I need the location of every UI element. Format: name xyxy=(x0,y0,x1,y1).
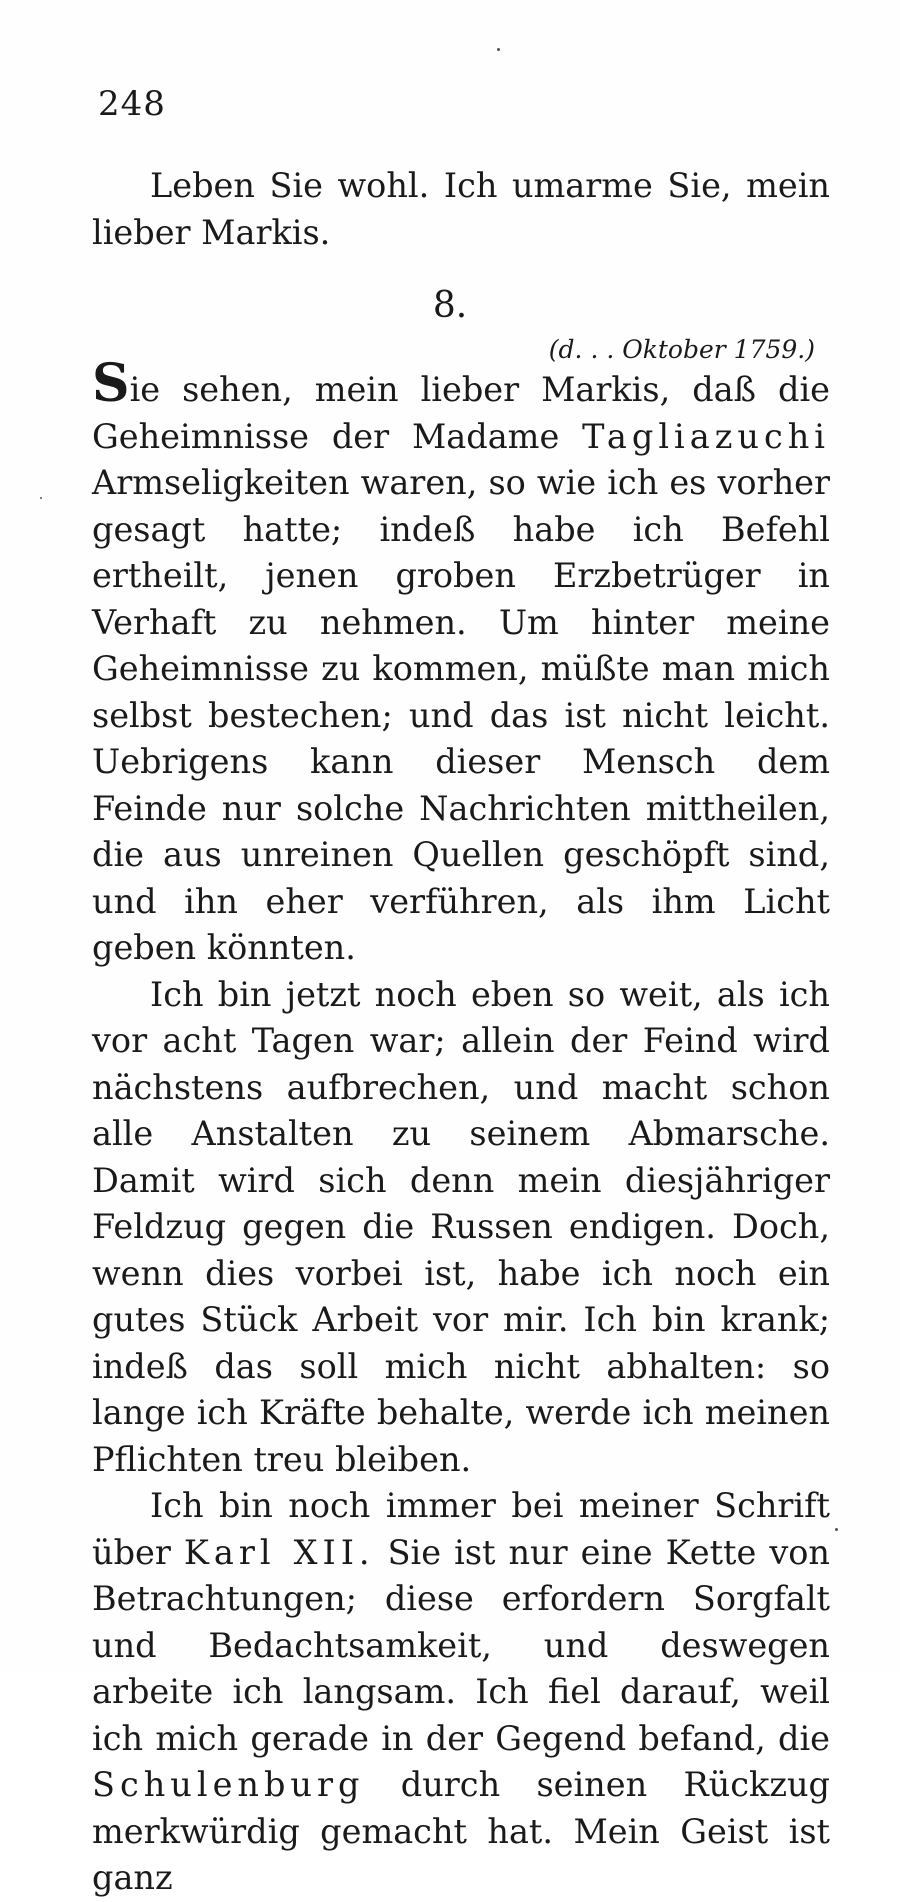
closing-text: Leben Sie wohl. Ich umarme Sie, mein lieber Markis. xyxy=(92,166,830,252)
drop-cap: S xyxy=(92,353,130,414)
paper-speck xyxy=(497,48,500,51)
paragraph-3 xyxy=(92,1483,830,1902)
paragraph-3-text-b: Sie ist nur eine Kette von Betrachtungen; diese erfordern Sorgfalt und Bedachtsamkeit, und deswegen arbeite ich langsam. Ich fiel darauf, weil ich mich gerade in der Gegend befand, die xyxy=(92,1532,830,1758)
paragraph-1-text-b: Armseligkeiten waren, so wie ich es vorher gesagt hatte; indeß habe ich Befehl ertheilt, jenen groben Erzbetrüger in Verhaft zu nehmen. Um hinter meine Geheimnisse zu kommen, müßte man mich selbst bestechen; und das ist nicht leicht. Uebrigens kann dieser Mensch dem Feinde nur solche Nachrichten mittheilen, die aus unreinen Quellen geschöpft sind, und ihn eher verführen, als ihm Licht geben könnten. xyxy=(92,463,830,967)
paragraph-3-name: Karl XII. xyxy=(183,1532,375,1572)
closing-paragraph xyxy=(92,163,830,256)
letter-body xyxy=(92,353,830,1902)
page-number: 248 xyxy=(98,84,166,124)
paragraph-2: Ich bin jetzt noch eben so weit, als ich vor acht Tagen war; allein der Feind wird nächstens aufbrechen, und macht schon alle Anstalten zu seinem Abmarsche. Damit wird sich denn mein diesjähriger Feldzug gegen die Russen endigen. Doch, wenn dies vorbei ist, habe ich noch ein gutes Stück Arbeit vor mir. Ich bin krank; indeß das soll mich nicht abhalten: so lange ich Kräfte behalte, werde ich meinen Pflichten treu bleiben. xyxy=(92,974,830,1479)
paragraph-1-name: Tagliazuchi xyxy=(582,416,830,456)
letter-date: (d. . . Oktober 1759.) xyxy=(548,335,815,364)
paragraph-3-text-c: durch seinen Rückzug merkwürdig gemacht hat. Mein Geist ist ganz xyxy=(92,1765,830,1897)
paper-speck xyxy=(835,1528,838,1531)
letter-number: 8. xyxy=(432,285,468,326)
paragraph-3-name-2: Schulenburg xyxy=(92,1765,365,1804)
paragraph-1-text-a: ie sehen, mein lieber Markis, daß die Geheimnisse der Madame xyxy=(92,370,830,456)
paragraph-1 xyxy=(92,353,830,972)
paragraph-3-text-a: Ich bin noch immer bei meiner Schrift über xyxy=(92,1486,830,1572)
paper-speck xyxy=(40,497,42,499)
